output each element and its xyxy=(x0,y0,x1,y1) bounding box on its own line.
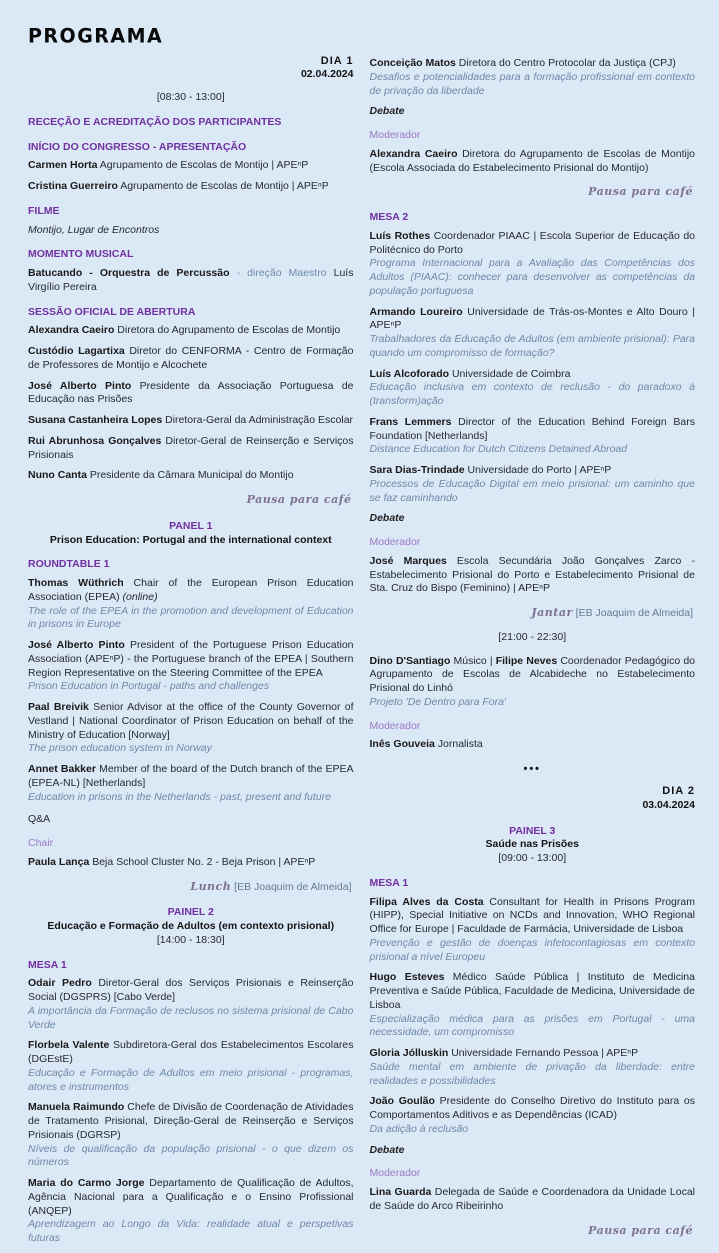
entry-text: Coordenador PIAAC | Escola Superior de Educação do Politécnico do Porto xyxy=(369,229,695,256)
speaker-name: João Goulão xyxy=(369,1095,435,1108)
program-entry xyxy=(370,1186,696,1214)
talk-title: Aprendizagem ao Longo da Vida: realidade atual e perspetivas futuras xyxy=(28,1218,354,1245)
talk-title: Especialização médica para as prisões em Portugal - uma necessidade, um compromisso xyxy=(369,1012,695,1039)
program-entry xyxy=(370,971,696,1040)
program-entry xyxy=(370,896,696,965)
panel-subtitle: Saúde nas Prisões xyxy=(485,838,579,851)
speaker-name: Paal Breivik xyxy=(28,701,89,714)
talk-title: The prison education system in Norway xyxy=(28,742,212,755)
role-heading: Moderador xyxy=(369,129,421,141)
entry-text: Presidente da Câmara Municipal do Montijo xyxy=(86,469,294,482)
talk-title: Prevenção e gestão de doenças infetocontagiosas em contexto prisional a nível Europeu xyxy=(369,936,695,963)
session-time: [21:00 - 22:30] xyxy=(498,630,567,643)
entry-text: Montijo, Lugar de Encontros xyxy=(28,223,160,236)
speaker-name: Annet Bakker xyxy=(28,763,96,776)
meal-note xyxy=(28,493,352,508)
panel-time: [14:00 - 18:30] xyxy=(156,933,225,946)
program-entry xyxy=(28,224,354,238)
panel-header xyxy=(28,520,354,548)
talk-title: Trabalhadores da Educação de Adultos (em ambiente prisional): Para quando um compromisso de formação? xyxy=(369,333,695,359)
speaker-name: Lina Guarda xyxy=(369,1186,432,1199)
meal-note xyxy=(28,880,352,895)
program-entry xyxy=(28,1039,354,1094)
day-header xyxy=(28,54,354,82)
entry-text: (online) xyxy=(122,590,158,603)
entry-text: Presidente da Associação Portuguesa de Educação nas Prisões xyxy=(28,379,354,406)
speaker-name: Sara Dias-Trindade xyxy=(369,464,465,476)
day-label: DIA 1 xyxy=(320,55,354,67)
speaker-name: Odair Pedro xyxy=(28,977,92,990)
entry-text: Presidente do Conselho Diretivo do Instituto para os Comportamentos Aditivos e as Dependências (ICAD) xyxy=(369,1095,695,1122)
talk-title: Saúde mental em ambiente de privação da liberdade: entre realidades e possibilidades xyxy=(369,1060,695,1087)
talk-title: Distance Education for Dutch Citizens Detained Abroad xyxy=(369,443,628,456)
day-header xyxy=(370,784,696,812)
program-entry xyxy=(28,267,354,295)
program-entry xyxy=(370,57,696,98)
speaker-name: Thomas Wüthrich xyxy=(28,577,124,590)
speaker-name: Filipe Neves xyxy=(495,654,558,667)
program-entry xyxy=(28,1101,354,1170)
program-entry xyxy=(28,180,354,194)
section-heading: RECEÇÃO E ACREDITAÇÃO DOS PARTICIPANTES xyxy=(28,115,282,128)
debate-label: Debate xyxy=(369,1143,405,1156)
meal-note xyxy=(370,606,694,621)
meal-note xyxy=(370,185,694,200)
program-entry xyxy=(28,701,354,756)
speaker-name: Dino D'Santiago xyxy=(369,654,451,667)
program-entry xyxy=(28,414,354,428)
program-entry xyxy=(28,763,354,804)
section-heading: MESA 1 xyxy=(28,958,67,971)
program-entry xyxy=(28,435,354,463)
program-entry xyxy=(28,1177,354,1246)
panel-subtitle: Educação e Formação de Adultos (em contexto prisional) xyxy=(47,920,335,933)
program-entry xyxy=(28,977,354,1032)
program-entry xyxy=(28,856,354,870)
section-heading: MOMENTO MUSICAL xyxy=(28,248,134,261)
role-heading: Moderador xyxy=(369,1167,421,1180)
talk-title: The role of the EPEA in the promotion and development of Education in prisons in Europe xyxy=(28,604,354,631)
role-heading: Moderador xyxy=(369,719,421,732)
entry-text: Universidade de Trás-os-Montes e Alto Douro | APEⁿP xyxy=(369,305,695,332)
program-entry xyxy=(28,639,354,694)
panel-title: PAINEL 3 xyxy=(509,824,556,837)
entry-text: Diretor-Geral de Reinserção e Serviços Prisionais xyxy=(28,434,354,461)
entry-text: Universidade Fernando Pessoa | APEⁿP xyxy=(448,1047,639,1060)
speaker-name: Cristina Guerreiro xyxy=(28,180,118,193)
talk-title: Educação inclusiva em contexto de reclusão - do paradoxo à (transform)ação xyxy=(369,381,695,407)
entry-text: Diretora-Geral da Administração Escolar xyxy=(162,414,354,427)
speaker-name: José Marques xyxy=(369,554,447,567)
session-time: [08:30 - 13:00] xyxy=(156,91,225,104)
speaker-name: Rui Abrunhosa Gonçalves xyxy=(28,434,162,447)
speaker-name: Alexandra Caeiro xyxy=(369,147,458,160)
program-entry xyxy=(370,1095,696,1136)
program-entry xyxy=(370,555,696,596)
entry-text: Diretora do Agrupamento de Escolas de Montijo (Escola Associada do Estabelecimento Prisional do Montijo) xyxy=(369,147,695,174)
speaker-name: Susana Castanheira Lopes xyxy=(28,414,163,427)
speaker-name: Frans Lemmers xyxy=(369,415,452,428)
speaker-name: Batucando - Orquestra de Percussão xyxy=(28,267,230,280)
meal-note-script: Pausa para café xyxy=(246,493,352,507)
panel-title: PAINEL 2 xyxy=(167,906,214,919)
entry-text: Luís Virgílio Pereira xyxy=(28,267,354,293)
meal-note-script: Jantar xyxy=(531,606,573,619)
program-entry xyxy=(370,148,696,176)
speaker-name: Carmen Horta xyxy=(28,159,98,172)
day-date: 02.04.2024 xyxy=(300,68,354,81)
day-date: 03.04.2024 xyxy=(642,798,695,811)
section-heading: ROUNDTABLE 1 xyxy=(28,558,110,571)
entry-text: Diretor-Geral dos Serviços Prisionais e Reinserção Social (DGSPRS) [Cabo Verde] xyxy=(28,977,354,1004)
panel-header xyxy=(370,825,696,866)
program-entry xyxy=(370,1047,696,1088)
program-entry xyxy=(370,464,696,505)
section-heading: MESA 1 xyxy=(369,876,409,889)
day-label: DIA 2 xyxy=(662,785,695,798)
speaker-name: José Alberto Pinto xyxy=(28,379,132,392)
program-entry xyxy=(28,159,354,173)
entry-text: Médico Saúde Pública | Instituto de Medicina Preventiva e Saúde Pública, Faculdade de Medicina, Universidade de Lisboa xyxy=(369,971,695,1011)
speaker-name: Florbela Valente xyxy=(28,1039,110,1052)
speaker-name: Armando Loureiro xyxy=(369,305,463,318)
speaker-name: Conceição Matos xyxy=(369,57,456,69)
talk-title: A importância da Formação de reclusos no sistema prisional de Cabo Verde xyxy=(28,1004,354,1031)
meal-note-location: [EB Joaquim de Almeida] xyxy=(572,607,693,619)
entry-text: Member of the board of the Dutch branch of the EPEA (EPEA-NL) [Netherlands] xyxy=(28,763,354,789)
entry-text: Beja School Cluster No. 2 - Beja Prison | APEⁿP xyxy=(89,855,316,868)
entry-text: Delegada de Saúde e Coordenadora da Unidade Local de Saúde do Arco Ribeirinho xyxy=(369,1186,695,1212)
entry-text: Departamento de Qualificação de Adultos, Agência Nacional para a Qualificação e o Ensino Profissional (ANQEP) xyxy=(28,1177,354,1217)
entry-text: Universidade do Porto | APEⁿP xyxy=(464,464,612,476)
entry-text: Agrupamento de Escolas de Montijo | APEⁿP xyxy=(97,159,309,172)
entry-text: Consultant for Health in Prisons Program (HIPP), Special Initiative on NCDs and Innovation, WHO Regional Office for Europe | Faculdade de Farmácia, Universidade de Lisboa xyxy=(369,895,695,936)
entry-text: Diretora do Agrupamento de Escolas de Montijo xyxy=(114,324,341,337)
entry-text: Chefe de Divisão de Coordenação de Atividades de Tratamento Prisional, Direção-Geral de Reinserção e Serviços Prisionais (DGRSP) xyxy=(28,1101,354,1141)
speaker-name: Maria do Carmo Jorge xyxy=(28,1177,145,1190)
speaker-name: Luís Rothes xyxy=(369,229,431,242)
speaker-name: Paula Lança xyxy=(28,855,90,868)
role-heading: Chair xyxy=(28,837,54,850)
talk-title: Desafios e potencialidades para a formação profissional em contexto de privação da liberdade xyxy=(369,70,695,97)
program-entry xyxy=(370,306,696,361)
entry-text: Agrupamento de Escolas de Montijo | APEⁿP xyxy=(117,180,329,193)
debate-label: Debate xyxy=(369,105,405,118)
speaker-name: Alexandra Caeiro xyxy=(28,324,115,337)
section-heading: INÍCIO DO CONGRESSO - APRESENTAÇÃO xyxy=(28,140,247,153)
entry-text: Chair of the European Prison Education Association (EPEA) xyxy=(28,577,354,603)
panel-header xyxy=(28,906,354,947)
debate-label: Debate xyxy=(369,512,405,525)
talk-title: Prison Education in Portugal - paths and challenges xyxy=(28,680,270,693)
speaker-name: Luís Alcoforado xyxy=(369,367,450,380)
talk-title: Programa Internacional para a Avaliação das Competências dos Adultos (PIAAC): conhecer para desenvolver as competências da população portuguesa xyxy=(369,257,695,297)
role-heading: Moderador xyxy=(369,536,421,548)
page-title: PROGRAMA xyxy=(28,24,164,48)
program-entry xyxy=(28,324,354,338)
program-entry xyxy=(370,368,696,409)
entry-text: Universidade de Coimbra xyxy=(449,367,571,380)
speaker-name: Gloria Jólluskin xyxy=(369,1047,449,1060)
entry-text: - direção Maestro xyxy=(229,267,334,280)
program-entry xyxy=(28,345,354,373)
meal-note-script: Pausa para café xyxy=(588,1223,693,1237)
entry-text: President of the Portuguese Prison Education Association (APEⁿP) - the Portuguese branch of the EPEA | Southern Region Representative on the Steering Committee of the EPEA xyxy=(28,639,354,679)
talk-title: Processos de Educação Digital em meio prisional: um caminho que se faz caminhando xyxy=(369,477,695,504)
panel-subtitle: Prison Education: Portugal and the international context xyxy=(49,533,332,546)
speaker-name: José Alberto Pinto xyxy=(28,639,125,652)
entry-text: Jornalista xyxy=(434,738,483,751)
entry-text: Escola Secundária João Gonçalves Zarco - Estabelecimento Prisional do Porto e Estabelecimento Prisional de Sta. Cruz do Bispo (Feminino) | APEⁿP xyxy=(369,554,695,595)
entry-text: Diretor do CENFORMA - Centro de Formação de Professores de Montijo e Alcochete xyxy=(28,345,354,371)
speaker-name: Inês Gouveia xyxy=(369,738,435,751)
entry-text: Senior Advisor at the office of the County Governor of Vestland | National Coordinator of Prison Education on behalf of the Ministry of Education [Norway] xyxy=(28,701,354,741)
program-entry xyxy=(370,416,696,457)
speaker-name: Custódio Lagartixa xyxy=(28,345,125,358)
column-left xyxy=(28,52,354,1253)
entry-text: Subdiretora-Geral dos Estabelecimentos Escolares (DGEstE) xyxy=(28,1039,354,1066)
column-right xyxy=(370,52,696,1253)
program-entry xyxy=(28,469,354,483)
meal-note xyxy=(370,1224,694,1239)
section-heading: FILME xyxy=(28,204,60,217)
panel-time: [09:00 - 13:00] xyxy=(498,852,567,865)
meal-note-script: Lunch xyxy=(190,879,232,893)
speaker-name: Manuela Raimundo xyxy=(28,1101,125,1114)
entry-text: Director of the Education Behind Foreign Bars Foundation [Netherlands] xyxy=(369,415,696,442)
entry-text: Coordenador Pedagógico do Agrupamento de Escolas de Alcabideche no Estabelecimento Prisional do Linhó xyxy=(369,654,695,694)
program-entry xyxy=(28,380,354,408)
talk-title: Education in prisons in the Netherlands - past, present and future xyxy=(28,790,331,803)
talk-title: Projeto 'De Dentro para Fora' xyxy=(369,695,506,708)
talk-title: Da adição à reclusão xyxy=(369,1122,469,1135)
qa-label: Q&A xyxy=(28,813,51,826)
section-heading: SESSÃO OFICIAL DE ABERTURA xyxy=(28,305,196,318)
talk-title: Níveis de qualificação da população prisional - o que dizem os números xyxy=(28,1142,354,1169)
program-entry xyxy=(370,738,696,752)
entry-text: Músico | xyxy=(450,654,496,667)
talk-title: Educação e Formação de Adultos em meio prisional - programas, atores e instrumentos xyxy=(28,1066,354,1093)
program-entry xyxy=(370,230,696,299)
speaker-name: Filipa Alves da Costa xyxy=(369,895,484,908)
section-heading: MESA 2 xyxy=(369,211,409,223)
speaker-name: Nuno Canta xyxy=(28,469,87,482)
meal-note-location: [EB Joaquim de Almeida] xyxy=(231,880,352,893)
panel-title: PANEL 1 xyxy=(169,519,213,532)
entry-text: Diretora do Centro Protocolar da Justiça (CPJ) xyxy=(455,57,676,69)
program-entry xyxy=(370,655,696,710)
program-entry xyxy=(28,577,354,632)
meal-note-script: Pausa para café xyxy=(588,185,693,199)
separator-dots: ••• xyxy=(523,763,542,775)
speaker-name: Hugo Esteves xyxy=(369,971,445,984)
